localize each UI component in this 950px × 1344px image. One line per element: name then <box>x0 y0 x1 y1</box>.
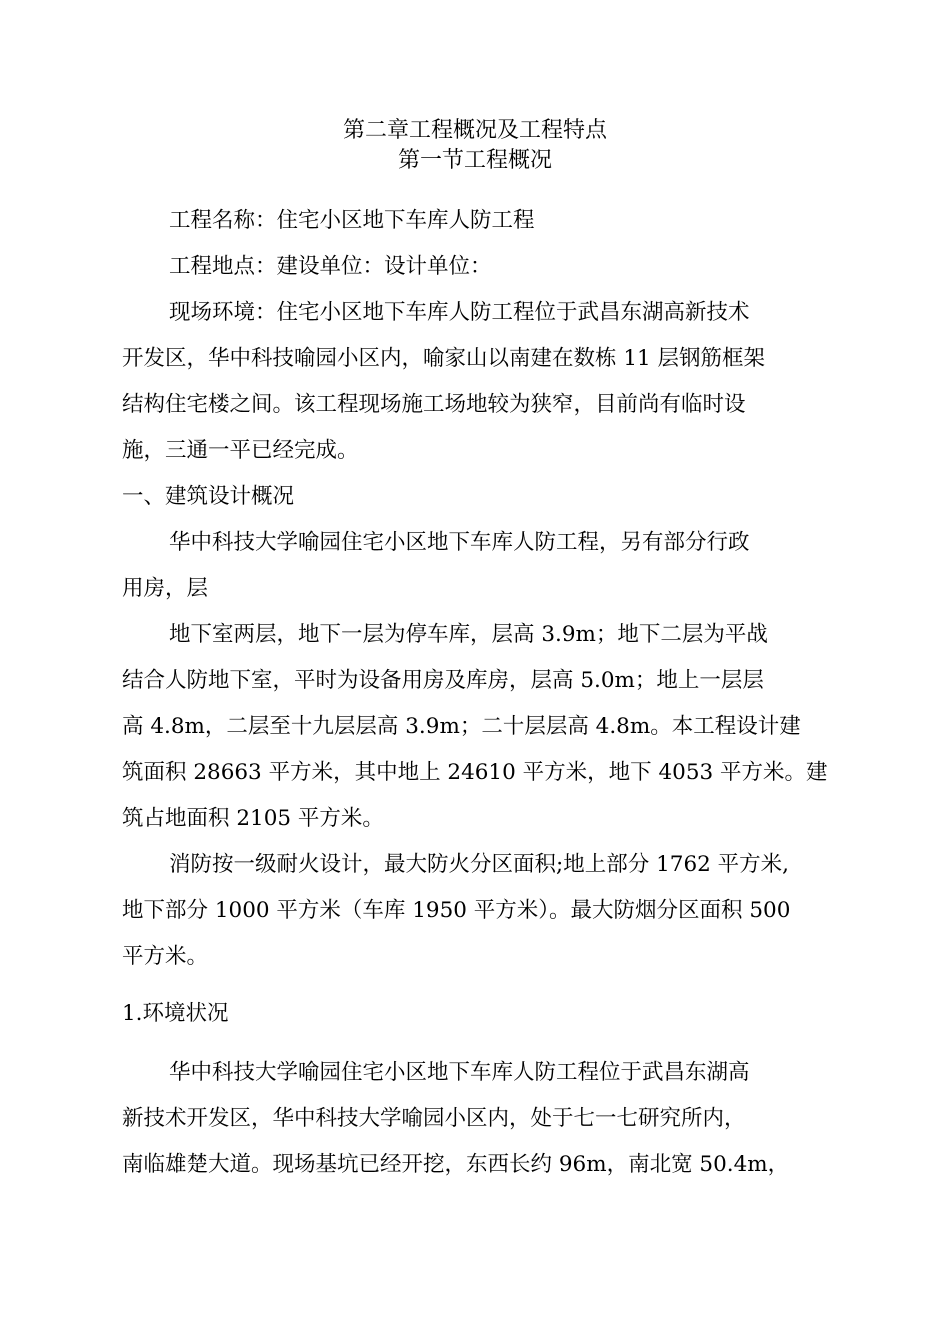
project-location-line <box>122 244 832 290</box>
paragraph-line <box>122 520 832 566</box>
paragraph-line: 结合人防地下室，平时为设备用房及库房，层高 5.0m；地上一层层 <box>122 668 764 693</box>
paragraph-line-text: 消防按一级耐火设计，最大防火分区面积;地上部分 1762 平方米, <box>169 852 789 877</box>
paragraph-line: 平方米。 <box>122 944 209 969</box>
paragraph-line: 筑占地面积 2105 平方米。 <box>122 806 384 831</box>
paragraph-line: 高 4.8m，二层至十九层层高 3.9m；二十层层高 4.8m。本工程设计建 <box>122 714 801 739</box>
chapter-title: 第二章工程概况及工程特点 <box>342 118 607 143</box>
paragraph-line-text: 现场环境：住宅小区地下车库人防工程位于武昌东湖高新技术 <box>169 300 750 325</box>
paragraph-line: 用房，层 <box>122 576 209 601</box>
paragraph-line: 施，三通一平已经完成。 <box>122 438 359 463</box>
paragraph-line <box>122 290 832 336</box>
paragraph-line-text: 华中科技大学喻园住宅小区地下车库人防工程，另有部分行政 <box>169 530 750 555</box>
section-title: 第一节工程概况 <box>397 148 552 173</box>
project-name-line <box>122 198 832 244</box>
project-location-text: 工程地点：建设单位：设计单位： <box>169 254 492 279</box>
paragraph-line-text: 华中科技大学喻园住宅小区地下车库人防工程位于武昌东湖高 <box>169 1060 750 1085</box>
paragraph-line: 地下部分 1000 平方米（车库 1950 平方米）。最大防烟分区面积 500 <box>122 898 791 923</box>
paragraph-line <box>122 612 832 658</box>
section-heading: 一、建筑设计概况 <box>122 484 295 509</box>
paragraph-line: 筑面积 28663 平方米，其中地上 24610 平方米，地下 4053 平方米。建 <box>122 760 828 785</box>
paragraph-line <box>122 842 832 888</box>
paragraph-line: 开发区，华中科技喻园小区内，喻家山以南建在数栋 11 层钢筋框架 <box>122 346 766 371</box>
paragraph-line: 南临雄楚大道。现场基坑已经开挖，东西长约 96m，南北宽 50.4m， <box>122 1152 790 1177</box>
paragraph-line: 新技术开发区，华中科技大学喻园小区内，处于七一七研究所内， <box>122 1106 746 1131</box>
paragraph-line <box>122 1050 832 1096</box>
project-name-text: 工程名称：住宅小区地下车库人防工程 <box>169 208 535 233</box>
paragraph-line-text: 地下室两层，地下一层为停车库，层高 3.9m；地下二层为平战 <box>169 622 768 647</box>
subsection-heading: 1.环境状况 <box>122 1001 229 1026</box>
paragraph-line: 结构住宅楼之间。该工程现场施工场地较为狭窄，目前尚有临时设 <box>122 392 746 417</box>
